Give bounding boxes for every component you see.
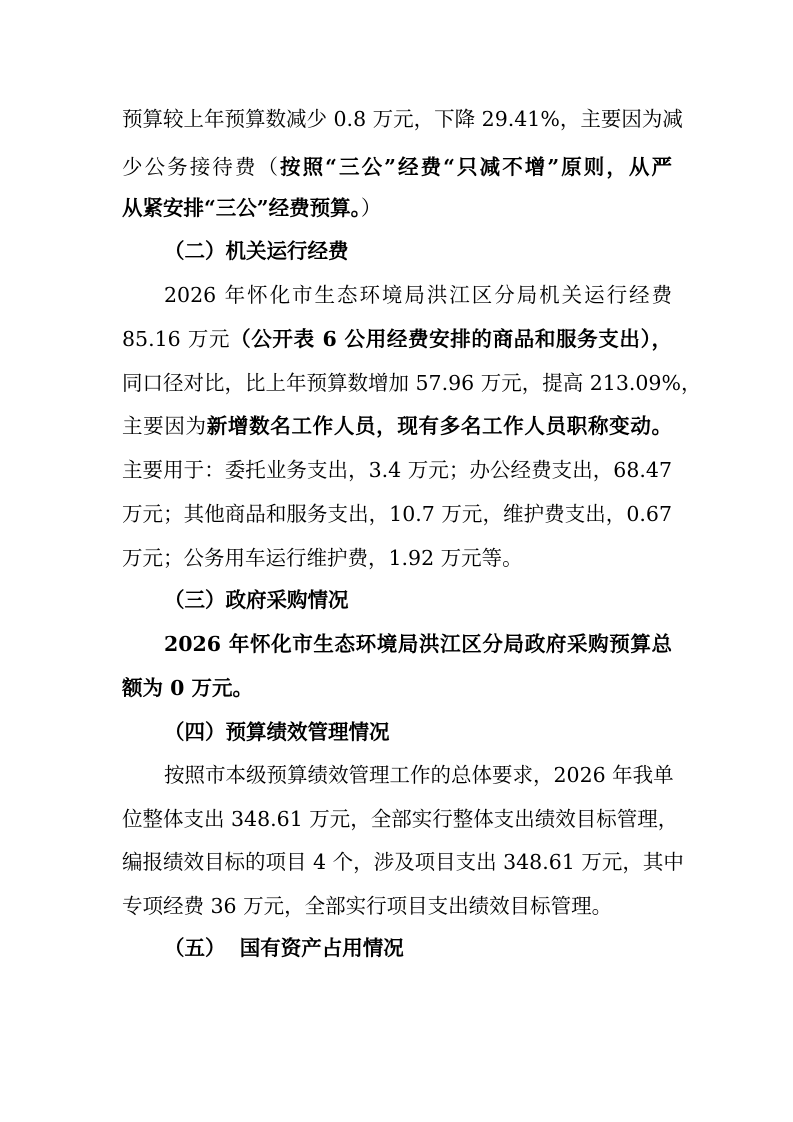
paragraph-line: 预算较上年预算数减少 0.8 万元，下降 29.41%，主要因为减 xyxy=(122,107,683,131)
text-run: 主要因为 xyxy=(122,414,207,438)
paragraph-line: 2026 年怀化市生态环境局洪江区分局政府采购预算总 xyxy=(164,632,672,656)
bold-text-run: 从紧安排“三公”经费预算。 xyxy=(122,196,361,220)
paragraph-line: 按照市本级预算绩效管理工作的总体要求，2026 年我单 xyxy=(164,763,674,787)
text-run: 少公务接待费（ xyxy=(122,155,281,179)
section-heading: （五） 国有资产占用情况 xyxy=(164,936,404,960)
bold-text-run: （公开表 6 公用经费安排的商品和服务支出）， xyxy=(230,327,672,351)
text-run: 85.16 万元 xyxy=(122,327,231,351)
paragraph-line: 主要用于：委托业务支出，3.4 万元；办公经费支出，68.47 xyxy=(122,458,672,482)
paragraph-line: 同口径对比，比上年预算数增加 57.96 万元，提高 213.09%， xyxy=(122,371,702,395)
paragraph-line: 额为 0 万元。 xyxy=(122,676,254,700)
paragraph-line: 2026 年怀化市生态环境局洪江区分局机关运行经费 xyxy=(164,283,672,307)
bold-text-run: 按照“三公”经费“只减不增”原则，从严 xyxy=(280,155,672,179)
paragraph-line xyxy=(122,325,672,353)
paragraph-line xyxy=(122,153,672,181)
paragraph-line: 编报绩效目标的项目 4 个，涉及项目支出 348.61 万元，其中 xyxy=(122,850,684,874)
paragraph-line: 位整体支出 348.61 万元，全部实行整体支出绩效目标管理， xyxy=(122,807,679,831)
paragraph-line: 万元；其他商品和服务支出，10.7 万元，维护费支出，0.67 xyxy=(122,502,672,526)
paragraph-line xyxy=(122,194,672,222)
text-run: ） xyxy=(360,196,382,220)
section-heading: （四）预算绩效管理情况 xyxy=(164,720,390,744)
section-heading: （二）机关运行经费 xyxy=(164,239,349,263)
paragraph-line: 专项经费 36 万元，全部实行项目支出绩效目标管理。 xyxy=(122,894,613,918)
paragraph-line: 万元；公务用车运行维护费，1.92 万元等。 xyxy=(122,546,523,570)
bold-text-run: 新增数名工作人员，现有多名工作人员职称变动。 xyxy=(206,414,673,438)
section-heading: （三）政府采购情况 xyxy=(164,588,349,612)
paragraph-line xyxy=(122,412,672,440)
